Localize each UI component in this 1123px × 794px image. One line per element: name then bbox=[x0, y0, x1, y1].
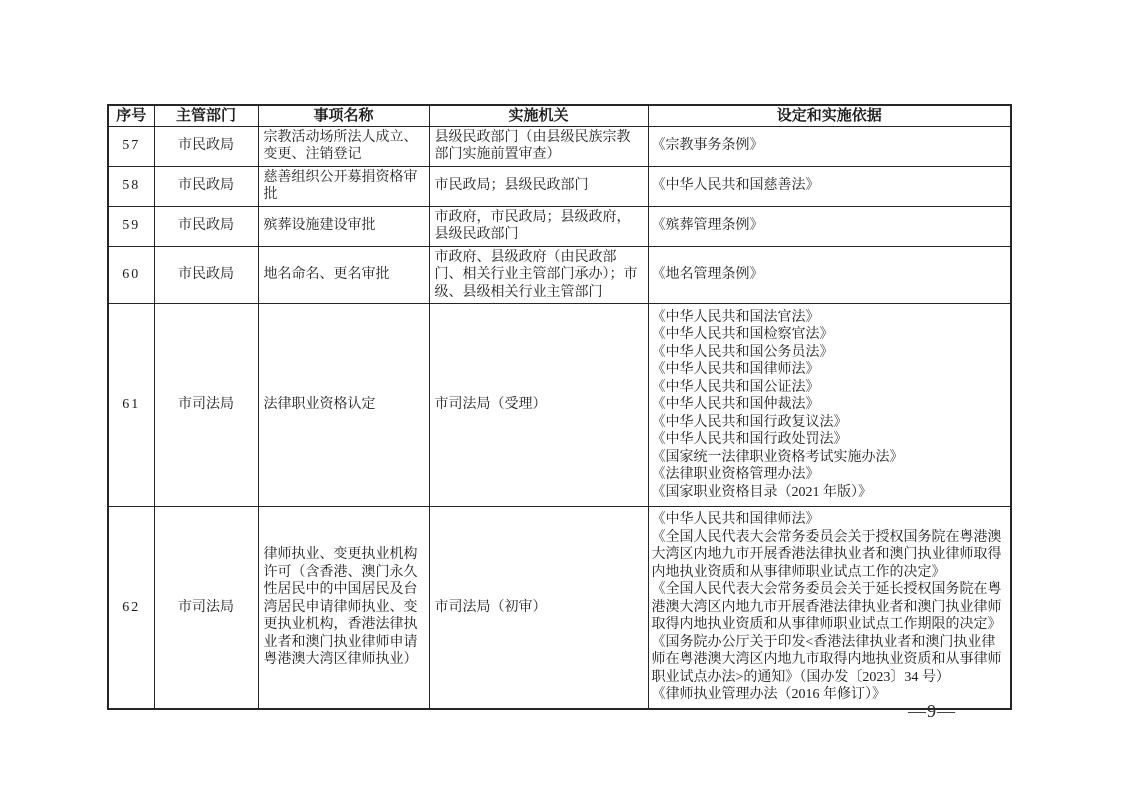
row-item: 法律职业资格认定 bbox=[258, 304, 429, 507]
row-seq: 57 bbox=[108, 126, 154, 166]
col-header-seq: 序号 bbox=[108, 105, 154, 126]
basis-entry: 《全国人民代表大会常务委员会关于延长授权国务院在粤港澳大湾区内地九市开展香港法律执业者和澳门执业律师取得内地执业资质和从事律师职业试点工作期限的决定》 bbox=[651, 582, 1002, 632]
basis-entry: 《中华人民共和国公务员法》 bbox=[651, 344, 834, 360]
row-agency: 县级民政部门（由县级民族宗教部门实施前置审查） bbox=[429, 126, 648, 166]
col-header-basis: 设定和实施依据 bbox=[648, 105, 1011, 126]
basis-entry: 《全国人民代表大会常务委员会关于授权国务院在粤港澳大湾区内地九市开展香港法律执业者和澳门执业律师取得内地执业资质和从事律师职业试点工作的决定》 bbox=[651, 529, 1002, 580]
basis-entry: 《中华人民共和国检察官法》 bbox=[651, 327, 834, 343]
table-row bbox=[108, 246, 1011, 304]
approval-items-table bbox=[107, 104, 1012, 710]
col-header-agency: 实施机关 bbox=[429, 105, 648, 126]
row-dept: 市民政局 bbox=[154, 246, 258, 304]
table-row bbox=[108, 304, 1011, 507]
basis-entry: 《地名管理条例》 bbox=[651, 267, 764, 282]
col-header-dept: 主管部门 bbox=[154, 105, 258, 126]
row-basis bbox=[648, 246, 1011, 304]
basis-entry: 《中华人民共和国律师法》 bbox=[651, 362, 820, 378]
row-seq: 62 bbox=[108, 507, 154, 709]
basis-entry: 《中华人民共和国仲裁法》 bbox=[651, 397, 820, 413]
row-seq: 59 bbox=[108, 206, 154, 246]
col-header-item: 事项名称 bbox=[258, 105, 429, 126]
row-basis bbox=[648, 206, 1011, 246]
basis-entry: 《中华人民共和国行政复议法》 bbox=[651, 414, 848, 430]
basis-entry: 《中华人民共和国法官法》 bbox=[651, 309, 820, 325]
row-item: 地名命名、更名审批 bbox=[258, 246, 429, 304]
row-seq: 58 bbox=[108, 166, 154, 206]
basis-entry: 《中华人民共和国行政处罚法》 bbox=[651, 432, 848, 448]
row-dept: 市司法局 bbox=[154, 507, 258, 709]
basis-entry: 《中华人民共和国慈善法》 bbox=[651, 178, 820, 194]
row-seq: 61 bbox=[108, 304, 154, 507]
row-item: 宗教活动场所法人成立、变更、注销登记 bbox=[258, 126, 429, 166]
basis-entry: 《国务院办公厅关于印发<香港法律执业者和澳门执业律师在粤港澳大湾区内地九市取得内地执业资质和从事律师职业试点办法>的通知》（国办发〔2023〕34 号） bbox=[651, 634, 1002, 685]
row-seq: 60 bbox=[108, 246, 154, 304]
basis-entry: 《中华人民共和国公证法》 bbox=[651, 379, 820, 395]
table-body bbox=[108, 126, 1011, 709]
basis-entry: 《律师执业管理办法（2016 年修订）》 bbox=[651, 687, 886, 702]
row-agency: 市政府、县级政府（由民政部门、相关行业主管部门承办）；市级、县级相关行业主管部门 bbox=[429, 246, 648, 304]
basis-entry: 《中华人民共和国律师法》 bbox=[651, 512, 820, 527]
row-dept: 市司法局 bbox=[154, 304, 258, 507]
row-basis bbox=[648, 304, 1011, 507]
basis-entry: 《法律职业资格管理办法》 bbox=[651, 467, 820, 483]
row-agency: 市政府，市民政局；县级政府，县级民政部门 bbox=[429, 206, 648, 246]
basis-entry: 《殡葬管理条例》 bbox=[651, 218, 764, 234]
basis-entry: 《国家统一法律职业资格考试实施办法》 bbox=[651, 449, 904, 465]
table-row bbox=[108, 166, 1011, 206]
row-basis bbox=[648, 166, 1011, 206]
row-dept: 市民政局 bbox=[154, 166, 258, 206]
row-dept: 市民政局 bbox=[154, 126, 258, 166]
table-row bbox=[108, 126, 1011, 166]
table-header-row bbox=[108, 105, 1011, 126]
row-item: 殡葬设施建设审批 bbox=[258, 206, 429, 246]
row-basis bbox=[648, 507, 1011, 709]
row-dept: 市民政局 bbox=[154, 206, 258, 246]
table-row bbox=[108, 507, 1011, 709]
row-agency: 市司法局（受理） bbox=[429, 304, 648, 507]
row-basis bbox=[648, 126, 1011, 166]
row-item: 律师执业、变更执业机构许可（含香港、澳门永久性居民中的中国居民及台湾居民申请律师执业、变更执业机构，香港法律执业者和澳门执业律师申请粤港澳大湾区律师执业） bbox=[258, 507, 429, 709]
table-row bbox=[108, 206, 1011, 246]
row-agency: 市司法局（初审） bbox=[429, 507, 648, 709]
row-agency: 市民政局；县级民政部门 bbox=[429, 166, 648, 206]
row-item: 慈善组织公开募捐资格审批 bbox=[258, 166, 429, 206]
basis-entry: 《宗教事务条例》 bbox=[651, 138, 764, 154]
basis-entry: 《国家职业资格目录（2021 年版）》 bbox=[651, 484, 872, 500]
page-number: —9— bbox=[908, 701, 956, 721]
